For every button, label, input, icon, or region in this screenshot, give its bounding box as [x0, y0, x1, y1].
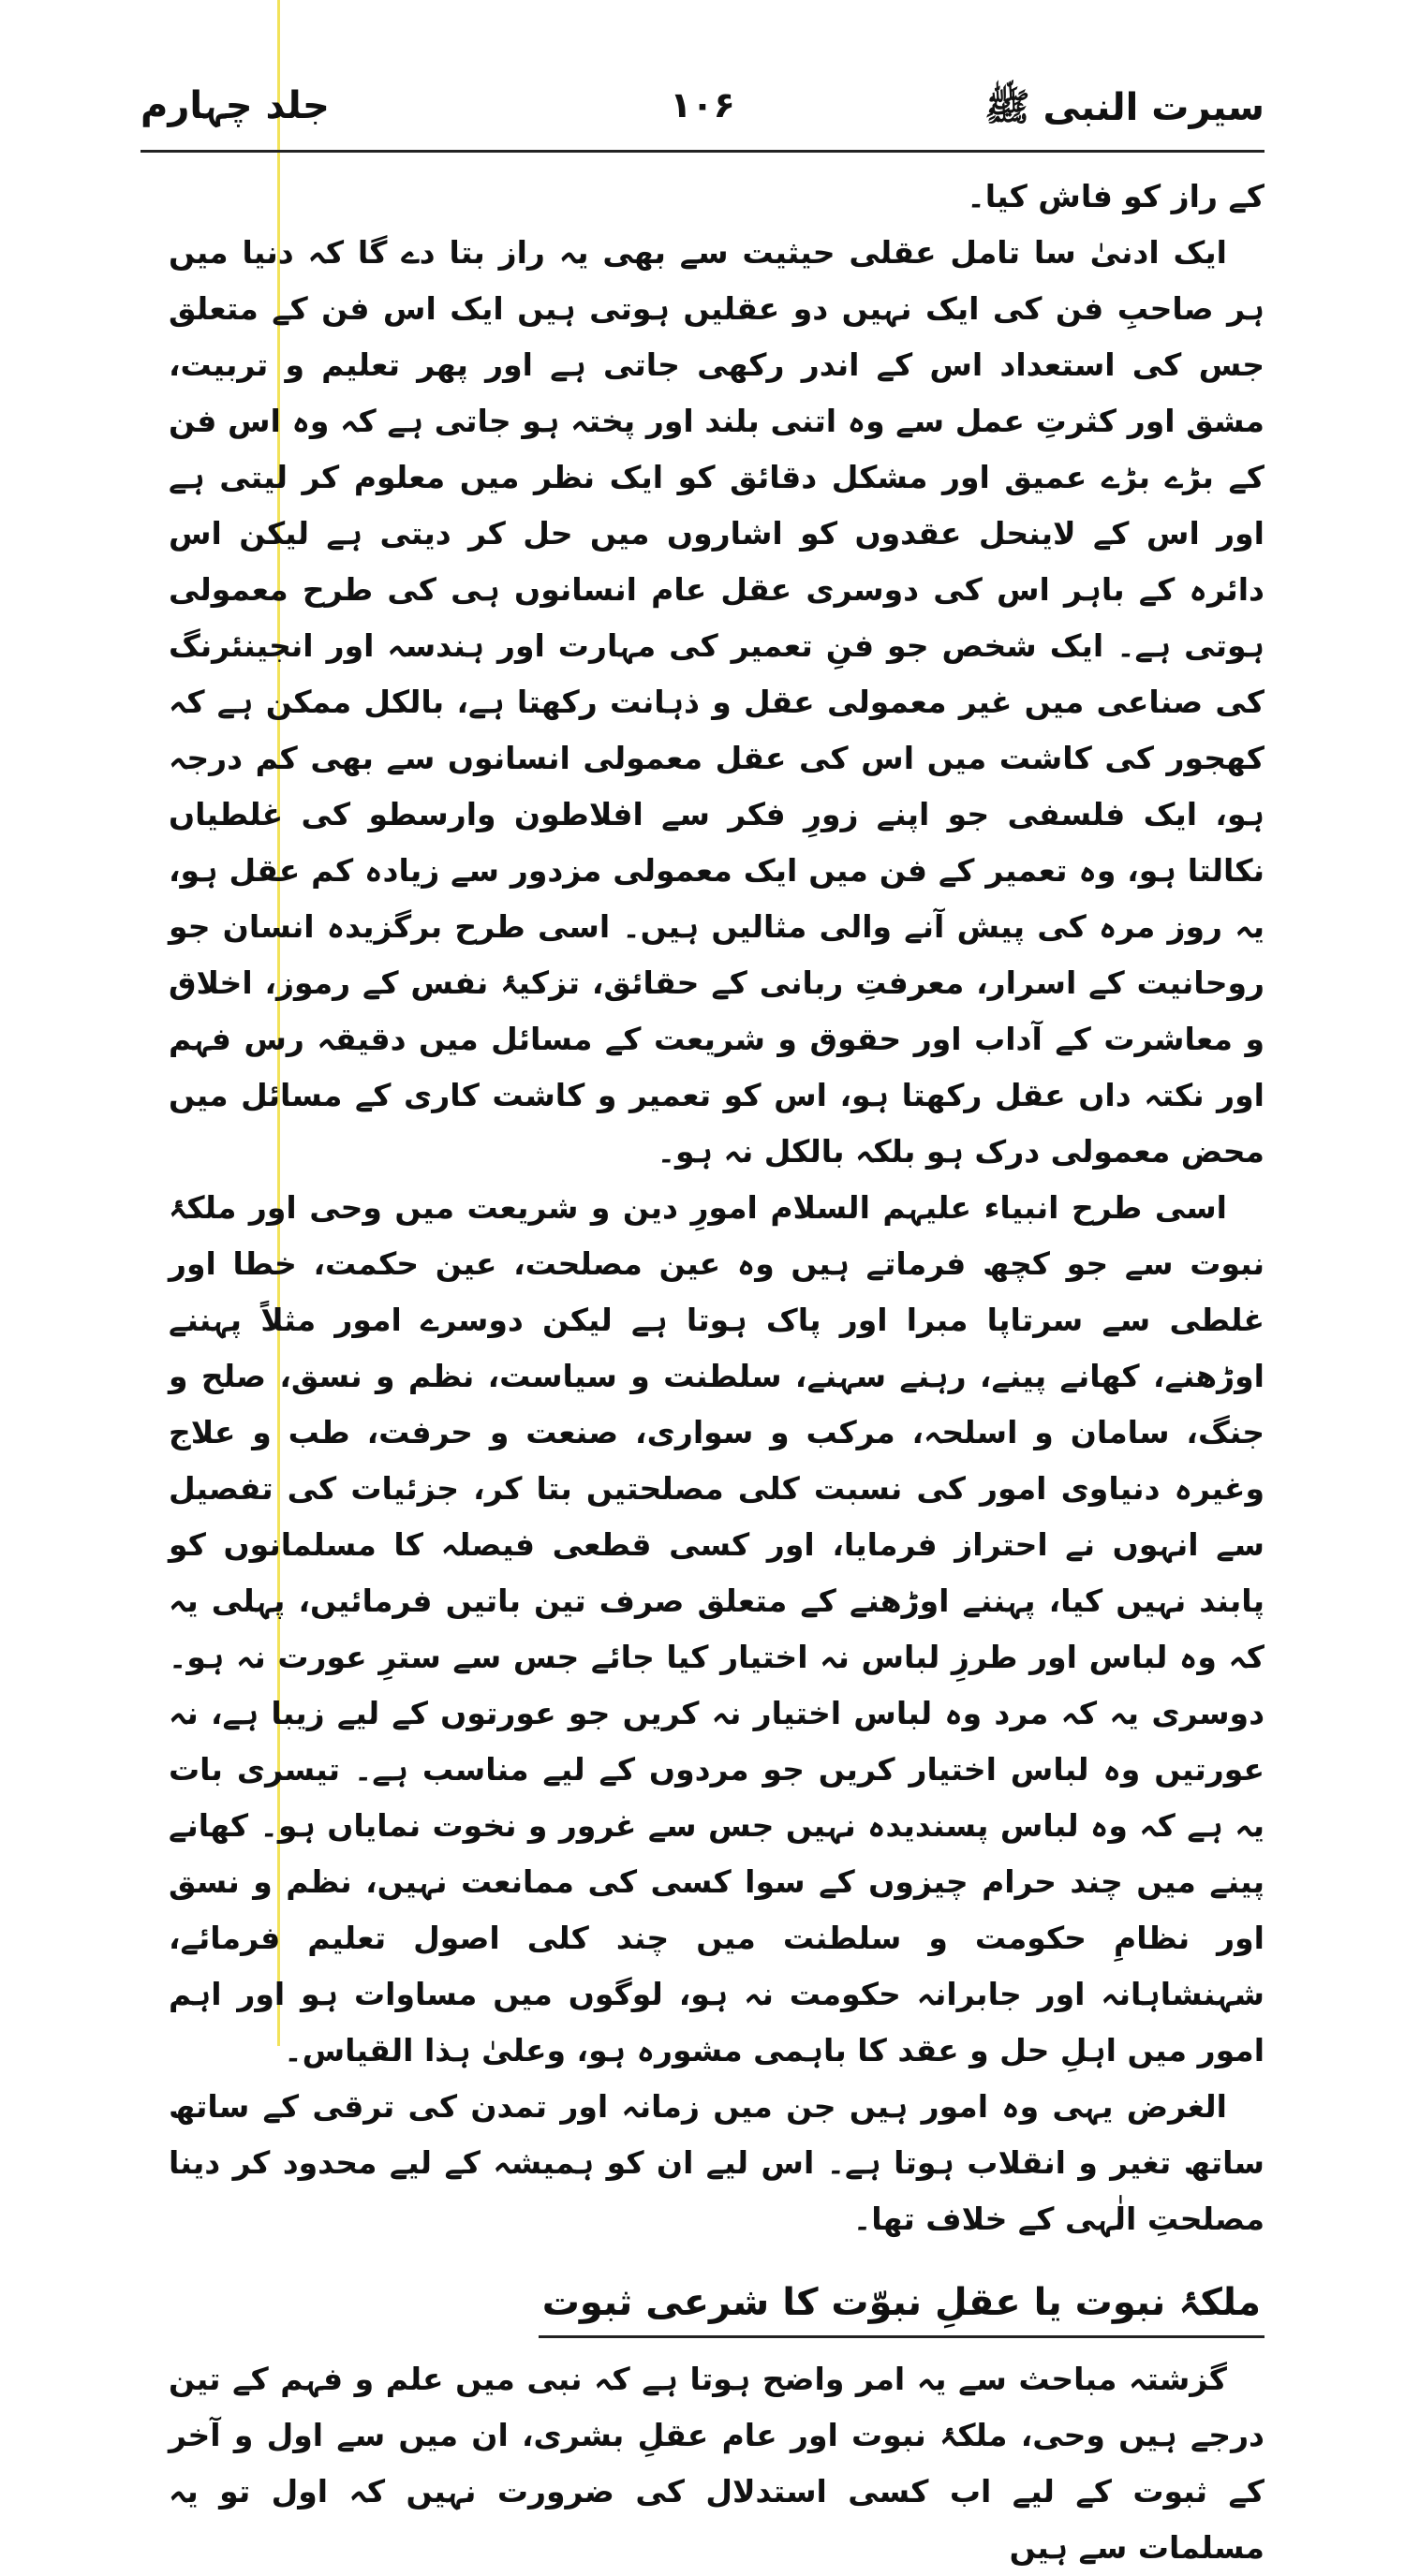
book-title: سیرت النبی ﷺ [984, 86, 1264, 129]
page-header [140, 75, 1264, 150]
section-heading [169, 2275, 1264, 2338]
header-rule [140, 150, 1264, 153]
volume-label: جلد چہارم [140, 84, 330, 127]
body-text [169, 169, 1264, 2576]
section-heading-text: ملکۂ نبوت یا عقلِ نبوّت کا شرعی ثبوت [539, 2275, 1264, 2338]
paragraph: ایک ادنیٰ سا تامل عقلی حیثیت سے بھی یہ راز بتا دے گا کہ دنیا میں ہر صاحبِ فن کی ایک نہیں دو عقلیں ہوتی ہیں ایک اس فن کے متعلق جس کی استعداد اس کے اندر رکھی جاتی ہے اور پھر تعلیم و تربیت، مشق اور کثرتِ عمل سے وہ اتنی بلند اور پختہ ہو جاتی ہے کہ وہ اس فن کے بڑے بڑے عمیق اور مشکل دقائق کو ایک نظر میں معلوم کر لیتی ہے اور اس کے لاینحل عقدوں کو اشاروں میں حل کر دیتی ہے لیکن اس دائرہ کے باہر اس کی دوسری عقل عام انسانوں ہی کی طرح معمولی ہوتی ہے۔ ایک شخص جو فنِ تعمیر کی مہارت اور ہندسہ اور انجینئرنگ کی صناعی میں غیر معمولی عقل و ذہانت رکھتا ہے، بالکل ممکن ہے کہ کھجور کی کاشت میں اس کی عقل معمولی انسانوں سے بھی کم درجہ ہو، ایک فلسفی جو اپنے زورِ فکر سے افلاطون وارسطو کی غلطیاں نکالتا ہو، وہ تعمیر کے فن میں ایک معمولی مزدور سے زیادہ کم عقل ہو، یہ روز مرہ کی پیش آنے والی مثالیں ہیں۔ اسی طرح برگزیدہ انسان جو روحانیت کے اسرار، معرفتِ ربانی کے حقائق، تزکیۂ نفس کے رموز، اخلاق و معاشرت کے آداب اور حقوق و شریعت کے مسائل میں دقیقہ رس فہم اور نکتہ داں عقل رکھتا ہو، اس کو تعمیر و کاشت کاری کے مسائل میں محض معمولی درک ہو بلکہ بالکل نہ ہو۔ [169, 234, 1264, 1170]
paragraph-continuation: کے راز کو فاش کیا۔ [967, 178, 1264, 214]
paragraph: الغرض یہی وہ امور ہیں جن میں زمانہ اور تمدن کی ترقی کے ساتھ ساتھ تغیر و انقلاب ہوتا ہے۔ اس لیے ان کو ہمیشہ کے لیے محدود کر دینا مصلحتِ الٰہی کے خلاف تھا۔ [169, 2088, 1264, 2237]
paragraph: اسی طرح انبیاء علیہم السلام امورِ دین و شریعت میں وحی اور ملکۂ نبوت سے جو کچھ فرماتے ہیں وہ عین مصلحت، عین حکمت، خطا اور غلطی سے سرتاپا مبرا اور پاک ہوتا ہے لیکن دوسرے امور مثلاً پہننے اوڑھنے، کھانے پینے، رہنے سہنے، سلطنت و سیاست، نظم و نسق، صلح و جنگ، سامان و اسلحہ، مرکب و سواری، صنعت و حرفت، طب و علاج وغیرہ دنیاوی امور کی نسبت کلی مصلحتیں بتا کر، جزئیات کی تفصیل سے انہوں نے احتراز فرمایا، اور کسی قطعی فیصلہ کا مسلمانوں کو پابند نہیں کیا، پہننے اوڑھنے کے متعلق صرف تین باتیں فرمائیں، پہلی یہ کہ وہ لباس اور طرزِ لباس نہ اختیار کیا جائے جس سے سترِ عورت نہ ہو۔ دوسری یہ کہ مرد وہ لباس اختیار نہ کریں جو عورتوں کے لیے زیبا ہے، نہ عورتیں وہ لباس اختیار کریں جو مردوں کے لیے مناسب ہے۔ تیسری بات یہ ہے کہ وہ لباس پسندیدہ نہیں جس سے غرور و نخوت نمایاں ہو۔ کھانے پینے میں چند حرام چیزوں کے سوا کسی کی ممانعت نہیں، نظم و نسق اور نظامِ حکومت و سلطنت میں چند کلی اصول تعلیم فرمائے، شہنشاہانہ اور جابرانہ حکومت نہ ہو، لوگوں میں مساوات ہو اور اہم امور میں اہلِ حل و عقد کا باہمی مشورہ ہو، وعلیٰ ہذا القیاس۔ [169, 1189, 1264, 2068]
paragraph: گزشتہ مباحث سے یہ امر واضح ہوتا ہے کہ نبی میں علم و فہم کے تین درجے ہیں وحی، ملکۂ نبوت اور عام عقلِ بشری، ان میں سے اول و آخر کے ثبوت کے لیے اب کسی استدلال کی ضرورت نہیں کہ اول تو یہ مسلمات سے ہیں [169, 2361, 1264, 2566]
page-number: ۱۰۶ [670, 84, 735, 125]
